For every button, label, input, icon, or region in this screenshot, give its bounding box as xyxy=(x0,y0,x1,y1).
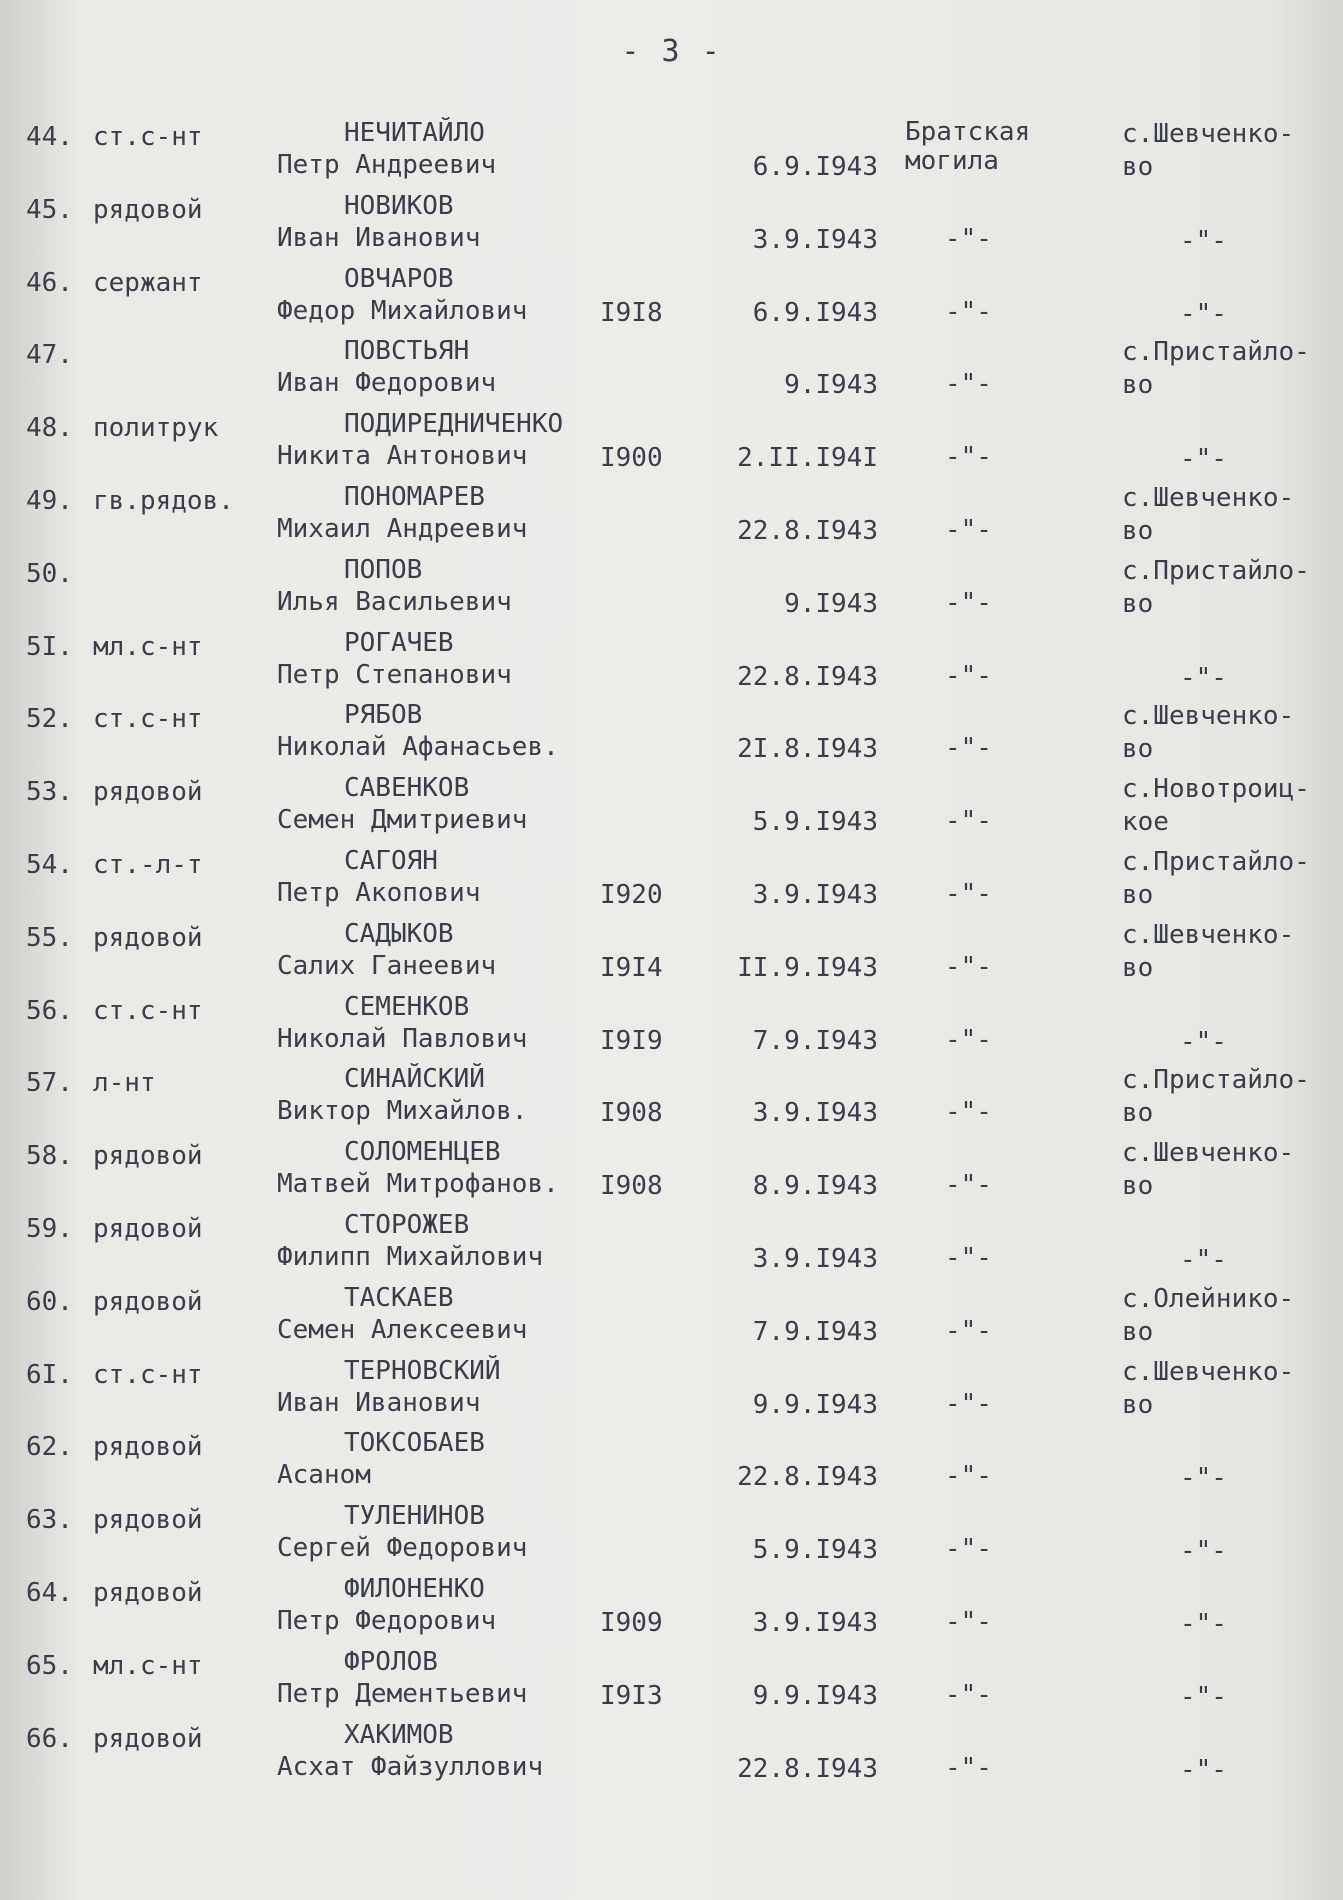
death-date: 6.9.I943 xyxy=(752,152,878,182)
burial-type: -"- xyxy=(945,223,992,254)
rank: рядовой xyxy=(93,1578,203,1608)
rank: л-нт xyxy=(93,1068,156,1099)
burial-type: -"- xyxy=(945,879,992,909)
given-names: Матвей Митрофанов. xyxy=(277,1169,559,1200)
burial-place: -"- xyxy=(1180,1681,1227,1712)
death-date: 3.9.I943 xyxy=(752,1098,878,1129)
burial-place: с.Олейнико- во xyxy=(1122,1283,1295,1347)
record-number: 45. xyxy=(26,194,73,225)
record-row xyxy=(0,1210,1343,1282)
birth-year: I908 xyxy=(600,1098,663,1129)
rank: мл.с-нт xyxy=(93,631,203,662)
given-names: Петр Дементьевич xyxy=(277,1678,528,1709)
rank: ст.с-нт xyxy=(93,1359,203,1390)
death-date: 5.9.I943 xyxy=(752,807,878,838)
burial-type: -"- xyxy=(945,587,992,618)
burial-place: с.Новотроиц- кое xyxy=(1122,774,1310,838)
rank: рядовой xyxy=(93,1505,203,1536)
record-number: 59. xyxy=(26,1214,73,1244)
rank: рядовой xyxy=(93,1214,203,1244)
surname: СИНАЙСКИЙ xyxy=(344,1064,485,1095)
record-number: 44. xyxy=(26,122,73,152)
record-number: 54. xyxy=(26,850,73,880)
given-names: Михаил Андреевич xyxy=(277,514,528,544)
burial-type: -"- xyxy=(945,1388,992,1419)
rank: рядовой xyxy=(93,1286,203,1317)
surname: ОВЧАРОВ xyxy=(344,263,454,294)
record-row xyxy=(0,1501,1343,1573)
given-names: Иван Федорович xyxy=(277,368,497,399)
rank: рядовой xyxy=(93,1141,203,1172)
burial-place: с.Шевченко- во xyxy=(1122,919,1295,983)
burial-type: -"- xyxy=(945,296,992,327)
given-names: Николай Павлович xyxy=(277,1023,528,1054)
rank: рядовой xyxy=(93,1723,203,1754)
given-names: Илья Васильевич xyxy=(277,586,512,617)
surname: СЕМЕНКОВ xyxy=(344,991,470,1022)
burial-type: -"- xyxy=(945,1752,992,1783)
burial-place: -"- xyxy=(1180,1754,1227,1785)
given-names: Иван Иванович xyxy=(277,1387,481,1418)
surname: ФИЛОНЕНКО xyxy=(344,1574,485,1604)
death-date: 3.9.I943 xyxy=(752,880,878,910)
record-number: 65. xyxy=(26,1650,73,1681)
birth-year: I9I3 xyxy=(600,1680,663,1711)
birth-year: I9I4 xyxy=(600,952,663,983)
death-date: 7.9.I943 xyxy=(752,1316,878,1347)
given-names: Сергей Федорович xyxy=(277,1533,528,1564)
burial-type: -"- xyxy=(945,1097,992,1128)
rank: рядовой xyxy=(93,194,203,225)
given-names: Асхат Файзуллович xyxy=(277,1751,544,1782)
burial-type: -"- xyxy=(945,1024,992,1055)
death-date: 22.8.I943 xyxy=(737,1753,878,1784)
rank: ст.с-нт xyxy=(93,704,203,735)
rank: сержант xyxy=(93,267,203,298)
given-names: Асаном xyxy=(277,1460,371,1491)
record-number: 48. xyxy=(26,413,73,444)
surname: САВЕНКОВ xyxy=(344,773,470,804)
death-date: 9.9.I943 xyxy=(752,1680,878,1711)
death-date: 22.8.I943 xyxy=(737,1462,878,1493)
record-row xyxy=(0,191,1343,263)
rank: мл.с-нт xyxy=(93,1650,203,1681)
death-date: II.9.I943 xyxy=(737,952,878,983)
record-row xyxy=(0,1720,1343,1792)
given-names: Петр Акопович xyxy=(277,878,481,908)
record-row xyxy=(0,409,1343,481)
death-date: 2.II.I94I xyxy=(737,443,878,474)
death-date: 9.9.I943 xyxy=(752,1389,878,1420)
given-names: Салих Ганеевич xyxy=(277,950,497,981)
rank: ст.с-нт xyxy=(93,122,203,152)
record-row xyxy=(0,482,1343,554)
death-date: 22.8.I943 xyxy=(737,516,878,546)
surname: СОЛОМЕНЦЕВ xyxy=(344,1137,501,1168)
burial-place: -"- xyxy=(1180,1609,1227,1639)
surname: ХАКИМОВ xyxy=(344,1719,454,1750)
record-number: 46. xyxy=(26,267,73,298)
death-date: 7.9.I943 xyxy=(752,1025,878,1056)
burial-place: с.Шевченко- во xyxy=(1122,701,1295,765)
burial-type: -"- xyxy=(945,951,992,982)
death-date: 22.8.I943 xyxy=(737,661,878,692)
record-number: 49. xyxy=(26,486,73,516)
record-row xyxy=(0,628,1343,700)
record-number: 50. xyxy=(26,558,73,589)
surname: РОГАЧЕВ xyxy=(344,627,454,658)
surname: САДЫКОВ xyxy=(344,918,454,949)
death-date: 9.I943 xyxy=(784,588,878,619)
death-date: 2I.8.I943 xyxy=(737,734,878,765)
death-date: 3.9.I943 xyxy=(752,1244,878,1274)
record-row xyxy=(0,336,1343,408)
burial-type: -"- xyxy=(945,442,992,473)
surname: ПОВСТЬЯН xyxy=(344,336,470,367)
burial-place: с.Пристайло- во xyxy=(1122,337,1310,401)
death-date: 3.9.I943 xyxy=(752,1608,878,1638)
given-names: Семен Дмитриевич xyxy=(277,805,528,836)
given-names: Николай Афанасьев. xyxy=(277,732,559,763)
record-row xyxy=(0,1064,1343,1136)
burial-type: -"- xyxy=(945,1607,992,1637)
record-number: 58. xyxy=(26,1141,73,1172)
burial-place: с.Пристайло- во xyxy=(1122,555,1310,619)
record-row xyxy=(0,264,1343,336)
record-row xyxy=(0,773,1343,845)
burial-type: -"- xyxy=(945,733,992,764)
given-names: Петр Федорович xyxy=(277,1606,497,1636)
record-number: 56. xyxy=(26,995,73,1026)
burial-type: -"- xyxy=(945,806,992,837)
burial-place: с.Шевченко- во xyxy=(1122,1138,1295,1202)
birth-year: I9I9 xyxy=(600,1025,663,1056)
burial-type: -"- xyxy=(945,1170,992,1201)
rank: рядовой xyxy=(93,922,203,953)
rank: рядовой xyxy=(93,1432,203,1463)
burial-place: -"- xyxy=(1180,298,1227,329)
page-number: - 3 - xyxy=(621,34,722,69)
surname: ПОПОВ xyxy=(344,554,423,585)
burial-place: -"- xyxy=(1180,1026,1227,1057)
surname: НОВИКОВ xyxy=(344,190,454,221)
record-number: 63. xyxy=(26,1505,73,1536)
burial-type: -"- xyxy=(945,1461,992,1492)
surname: ПОДИРЕДНИЧЕНКО xyxy=(344,409,564,440)
given-names: Виктор Михайлов. xyxy=(277,1096,528,1127)
death-date: 3.9.I943 xyxy=(752,224,878,255)
burial-place: с.Пристайло- во xyxy=(1122,1065,1310,1129)
record-row xyxy=(0,919,1343,991)
burial-place: с.Пристайло- во xyxy=(1122,847,1310,910)
birth-year: I900 xyxy=(600,443,663,474)
given-names: Никита Антонович xyxy=(277,441,528,472)
record-row xyxy=(0,992,1343,1064)
record-number: 66. xyxy=(26,1723,73,1754)
record-row xyxy=(0,1647,1343,1719)
given-names: Петр Андреевич xyxy=(277,150,497,180)
burial-place: с.Шевченко- во xyxy=(1122,483,1295,546)
rank: ст.с-нт xyxy=(93,995,203,1026)
burial-place: -"- xyxy=(1180,1536,1227,1567)
record-row xyxy=(0,1137,1343,1209)
burial-type: Братская могила xyxy=(905,117,1031,176)
given-names: Петр Степанович xyxy=(277,659,512,690)
burial-type: -"- xyxy=(945,1534,992,1565)
surname: РЯБОВ xyxy=(344,700,423,731)
birth-year: I920 xyxy=(600,880,663,910)
burial-type: -"- xyxy=(945,1315,992,1346)
record-row xyxy=(0,1574,1343,1646)
record-number: 62. xyxy=(26,1432,73,1463)
record-row xyxy=(0,118,1343,190)
burial-place: -"- xyxy=(1180,662,1227,693)
surname: НЕЧИТАЙЛО xyxy=(344,118,485,148)
burial-place: с.Шевченко- во xyxy=(1122,1356,1295,1420)
surname: САГОЯН xyxy=(344,846,438,876)
burial-type: -"- xyxy=(945,515,992,545)
burial-place: -"- xyxy=(1180,444,1227,475)
surname: ТОКСОБАЕВ xyxy=(344,1428,485,1459)
record-row xyxy=(0,846,1343,918)
surname: ТУЛЕНИНОВ xyxy=(344,1501,485,1532)
rank: ст.-л-т xyxy=(93,850,203,880)
death-date: 6.9.I943 xyxy=(752,297,878,328)
given-names: Семен Алексеевич xyxy=(277,1314,528,1345)
surname: ПОНОМАРЕВ xyxy=(344,482,485,512)
death-date: 5.9.I943 xyxy=(752,1535,878,1566)
record-row xyxy=(0,1283,1343,1355)
birth-year: I909 xyxy=(600,1608,663,1638)
record-number: 47. xyxy=(26,340,73,371)
rank: рядовой xyxy=(93,777,203,808)
record-number: 6I. xyxy=(26,1359,73,1390)
given-names: Иван Иванович xyxy=(277,222,481,253)
burial-place: -"- xyxy=(1180,225,1227,256)
record-number: 60. xyxy=(26,1286,73,1317)
burial-type: -"- xyxy=(945,1679,992,1710)
record-number: 53. xyxy=(26,777,73,808)
surname: ТЕРНОВСКИЙ xyxy=(344,1355,501,1386)
burial-place: с.Шевченко- во xyxy=(1122,119,1295,182)
rank: политрук xyxy=(93,413,219,444)
record-number: 57. xyxy=(26,1068,73,1099)
burial-type: -"- xyxy=(945,369,992,400)
record-number: 52. xyxy=(26,704,73,735)
record-row xyxy=(0,1428,1343,1500)
birth-year: I908 xyxy=(600,1171,663,1202)
burial-place: -"- xyxy=(1180,1463,1227,1494)
burial-place: -"- xyxy=(1180,1245,1227,1275)
rank: гв.рядов. xyxy=(93,486,234,516)
burial-type: -"- xyxy=(945,1243,992,1273)
record-number: 55. xyxy=(26,922,73,953)
record-row xyxy=(0,1356,1343,1428)
death-date: 9.I943 xyxy=(784,370,878,401)
death-date: 8.9.I943 xyxy=(752,1171,878,1202)
record-row xyxy=(0,555,1343,627)
surname: ТАСКАЕВ xyxy=(344,1282,454,1313)
given-names: Филипп Михайлович xyxy=(277,1242,544,1272)
record-row xyxy=(0,700,1343,772)
surname: СТОРОЖЕВ xyxy=(344,1210,470,1240)
birth-year: I9I8 xyxy=(600,297,663,328)
surname: ФРОЛОВ xyxy=(344,1646,438,1677)
record-number: 64. xyxy=(26,1578,73,1608)
burial-type: -"- xyxy=(945,660,992,691)
record-number: 5I. xyxy=(26,631,73,662)
given-names: Федор Михайлович xyxy=(277,295,528,326)
